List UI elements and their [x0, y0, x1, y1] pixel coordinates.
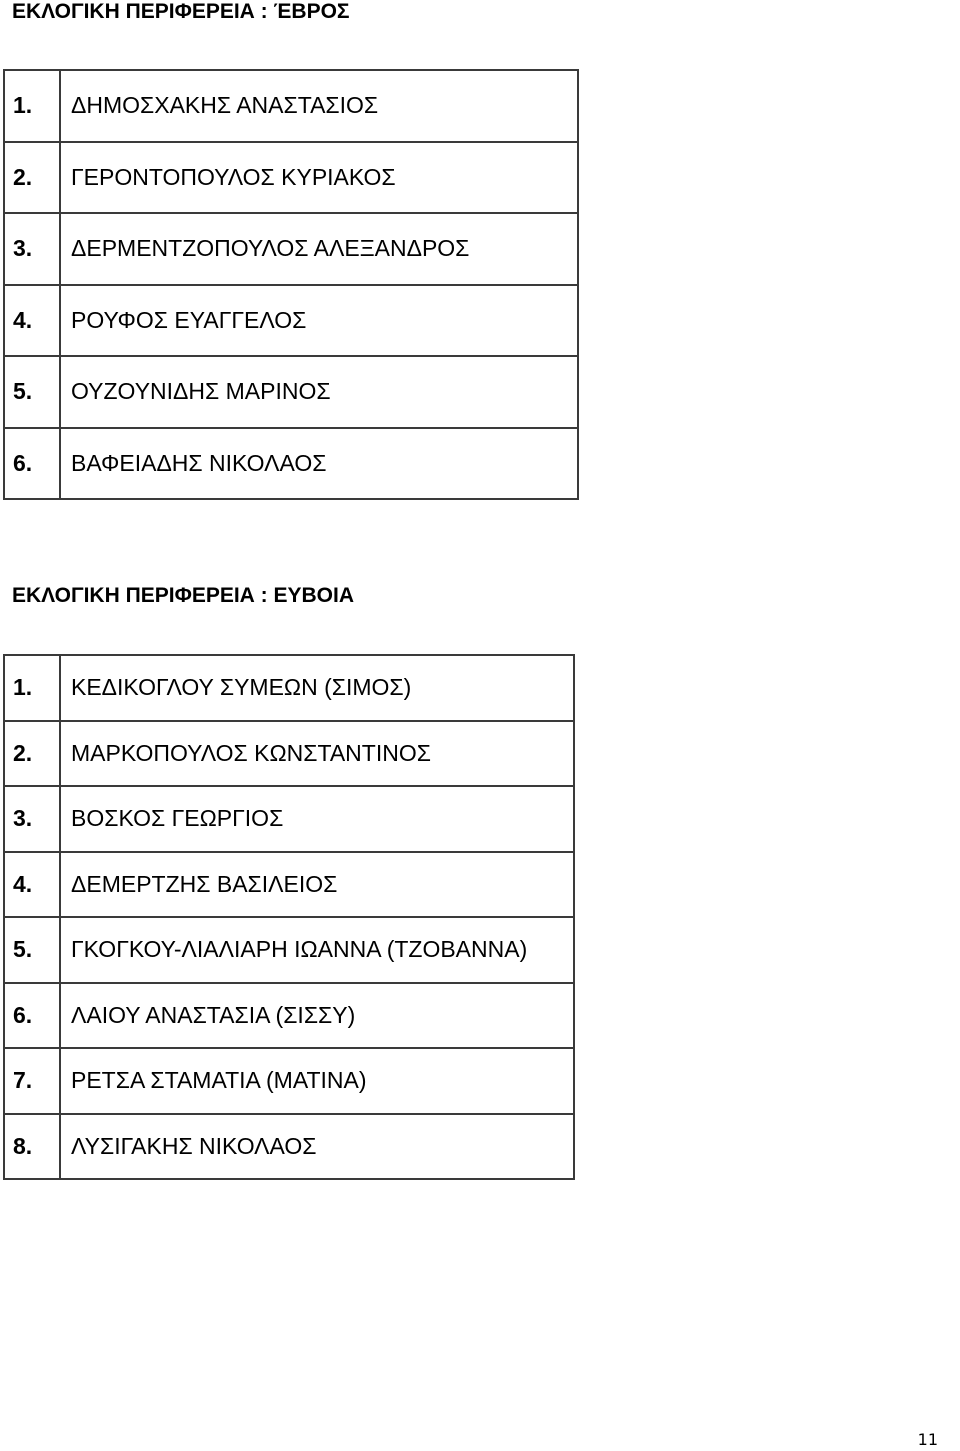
candidate-name: ΛΑΙΟΥ ΑΝΑΣΤΑΣΙΑ (ΣΙΣΣΥ)	[60, 983, 574, 1049]
row-number: 5.	[4, 356, 60, 428]
candidate-name: ΛΥΣΙΓΑΚΗΣ ΝΙΚΟΛΑΟΣ	[60, 1114, 574, 1180]
page-number: 11	[917, 1430, 938, 1449]
candidate-table-evros	[3, 69, 579, 500]
table-row	[4, 285, 578, 357]
candidate-name: ΡΟΥΦΟΣ ΕΥΑΓΓΕΛΟΣ	[60, 285, 578, 357]
candidate-name: ΔΕΜΕΡΤΖΗΣ ΒΑΣΙΛΕΙΟΣ	[60, 852, 574, 918]
row-number: 2.	[4, 721, 60, 787]
table-row	[4, 213, 578, 285]
table-row	[4, 983, 574, 1049]
row-number: 1.	[4, 70, 60, 142]
table-row	[4, 1114, 574, 1180]
candidate-name: ΒΟΣΚΟΣ ΓΕΩΡΓΙΟΣ	[60, 786, 574, 852]
candidate-name: ΚΕΔΙΚΟΓΛΟΥ ΣΥΜΕΩΝ (ΣΙΜΟΣ)	[60, 655, 574, 721]
table-row	[4, 655, 574, 721]
candidate-name: ΓΚΟΓΚΟΥ-ΛΙΑΛΙΑΡΗ ΙΩΑΝΝΑ (ΤΖΟΒΑΝΝΑ)	[60, 917, 574, 983]
candidate-name: ΡΕΤΣΑ ΣΤΑΜΑΤΙΑ (ΜΑΤΙΝΑ)	[60, 1048, 574, 1114]
table-row	[4, 852, 574, 918]
table-row	[4, 786, 574, 852]
table-row	[4, 721, 574, 787]
row-number: 6.	[4, 983, 60, 1049]
row-number: 1.	[4, 655, 60, 721]
candidate-name: ΔΕΡΜΕΝΤΖΟΠΟΥΛΟΣ ΑΛΕΞΑΝΔΡΟΣ	[60, 213, 578, 285]
candidate-table-evia	[3, 654, 575, 1180]
table-row	[4, 917, 574, 983]
candidate-name: ΟΥΖΟΥΝΙΔΗΣ ΜΑΡΙΝΟΣ	[60, 356, 578, 428]
row-number: 5.	[4, 917, 60, 983]
row-number: 3.	[4, 786, 60, 852]
row-number: 4.	[4, 852, 60, 918]
row-number: 3.	[4, 213, 60, 285]
table-row	[4, 1048, 574, 1114]
table-row	[4, 70, 578, 142]
candidate-name: ΓΕΡΟΝΤΟΠΟΥΛΟΣ ΚΥΡΙΑΚΟΣ	[60, 142, 578, 214]
section-heading-evros: ΕΚΛΟΓΙΚΗ ΠΕΡΙΦΕΡΕΙΑ : ΈΒΡΟΣ	[12, 0, 350, 23]
table-row	[4, 356, 578, 428]
candidate-name: ΜΑΡΚΟΠΟΥΛΟΣ ΚΩΝΣΤΑΝΤΙΝΟΣ	[60, 721, 574, 787]
row-number: 7.	[4, 1048, 60, 1114]
candidate-name: ΔΗΜΟΣΧΑΚΗΣ ΑΝΑΣΤΑΣΙΟΣ	[60, 70, 578, 142]
row-number: 6.	[4, 428, 60, 500]
table-row	[4, 142, 578, 214]
candidate-name: ΒΑΦΕΙΑΔΗΣ ΝΙΚΟΛΑΟΣ	[60, 428, 578, 500]
row-number: 2.	[4, 142, 60, 214]
row-number: 4.	[4, 285, 60, 357]
table-row	[4, 428, 578, 500]
section-heading-evia: ΕΚΛΟΓΙΚΗ ΠΕΡΙΦΕΡΕΙΑ : ΕΥΒΟΙΑ	[12, 584, 355, 607]
row-number: 8.	[4, 1114, 60, 1180]
